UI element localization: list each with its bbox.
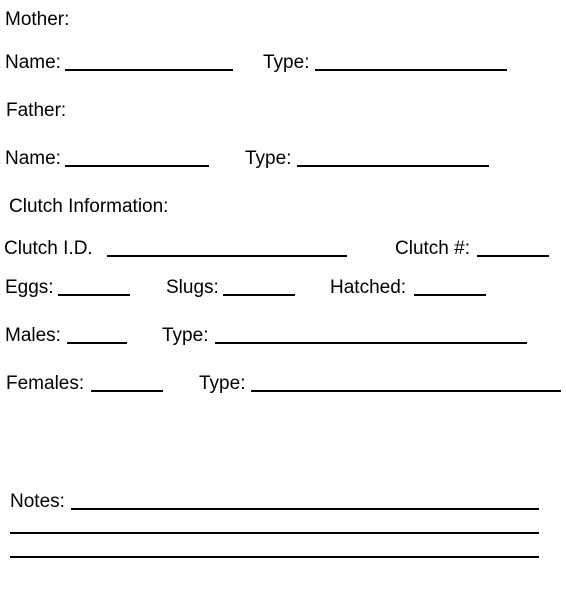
males-label: Males: xyxy=(5,325,61,346)
mother-heading: Mother: xyxy=(5,9,70,30)
father-type-label: Type: xyxy=(245,148,292,169)
males-type-field[interactable] xyxy=(215,342,527,344)
females-type-label: Type: xyxy=(199,373,246,394)
females-field[interactable] xyxy=(91,390,163,392)
eggs-label: Eggs: xyxy=(5,277,54,298)
slugs-field[interactable] xyxy=(223,294,295,296)
females-label: Females: xyxy=(6,373,85,394)
males-field[interactable] xyxy=(67,342,127,344)
clutch-info-heading: Clutch Information: xyxy=(9,196,169,217)
hatched-field[interactable] xyxy=(414,294,486,296)
hatched-label: Hatched: xyxy=(330,277,407,298)
males-type-label: Type: xyxy=(162,325,209,346)
mother-name-label: Name: xyxy=(5,52,61,73)
clutch-id-field[interactable] xyxy=(107,255,347,257)
father-name-label: Name: xyxy=(5,148,61,169)
females-type-field[interactable] xyxy=(251,390,561,392)
notes-line-1[interactable] xyxy=(71,508,539,510)
father-name-field[interactable] xyxy=(65,165,209,167)
clutch-number-label: Clutch #: xyxy=(395,238,470,259)
notes-line-3[interactable] xyxy=(10,556,539,558)
father-heading: Father: xyxy=(6,100,67,121)
father-type-field[interactable] xyxy=(297,165,489,167)
clutch-number-field[interactable] xyxy=(477,255,549,257)
eggs-field[interactable] xyxy=(58,294,130,296)
notes-line-2[interactable] xyxy=(10,532,539,534)
clutch-id-label: Clutch I.D. xyxy=(4,238,93,259)
slugs-label: Slugs: xyxy=(166,277,219,298)
mother-name-field[interactable] xyxy=(65,69,233,71)
mother-type-field[interactable] xyxy=(315,69,507,71)
mother-type-label: Type: xyxy=(263,52,310,73)
notes-label: Notes: xyxy=(10,491,65,512)
